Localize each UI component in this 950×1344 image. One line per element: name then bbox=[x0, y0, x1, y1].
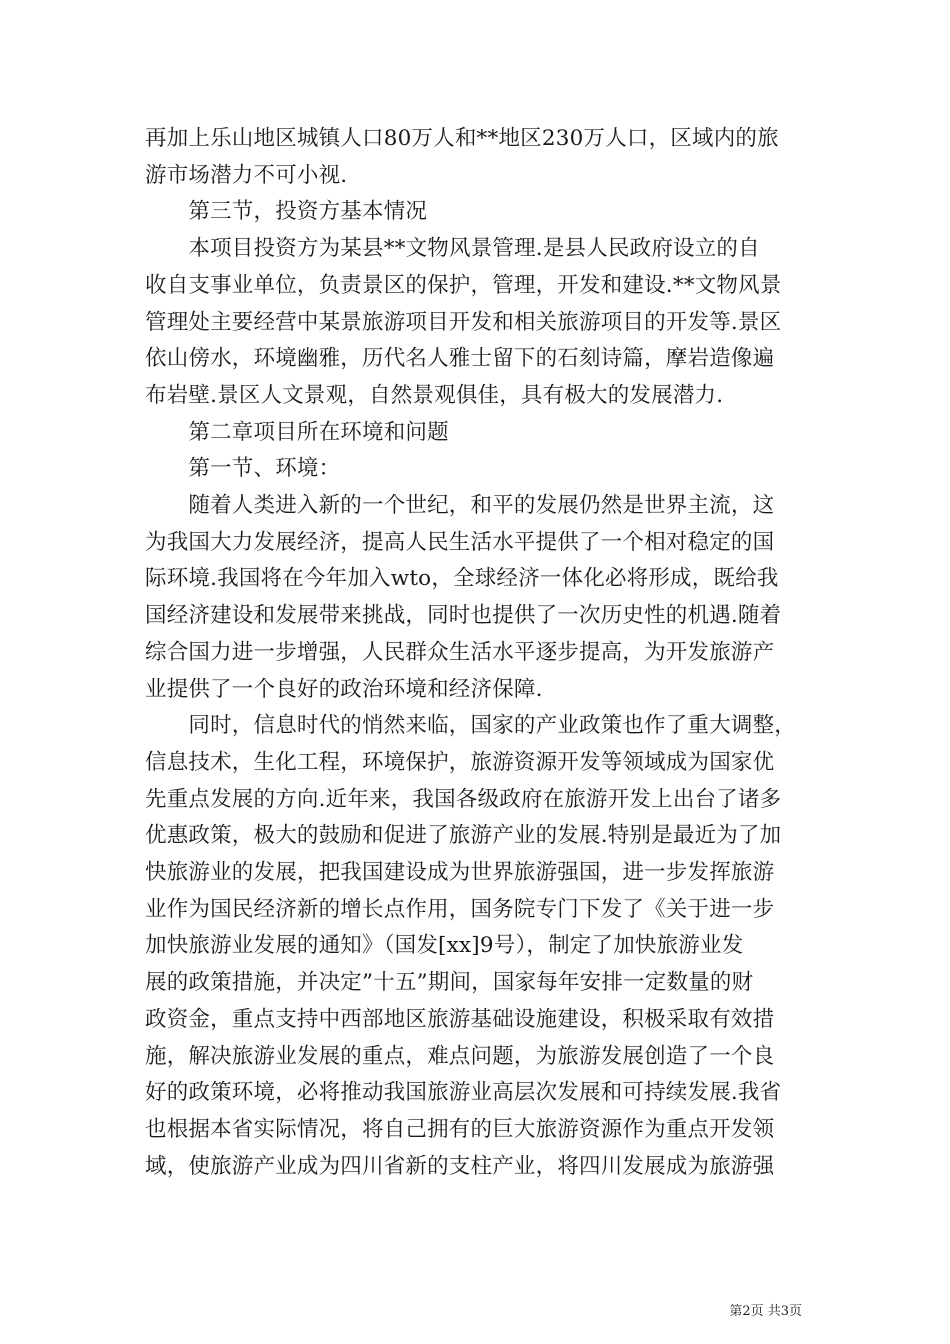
text-line: 游市场潜力不可小视. bbox=[145, 162, 348, 188]
text-line: 优惠政策，极大的鼓励和促进了旅游产业的发展.特别是最近为了加 bbox=[145, 823, 782, 849]
text-line: 加快旅游业发展的通知》（国发[xx]9号），制定了加快旅游业发 bbox=[145, 933, 744, 959]
text-line: 第二章项目所在环境和问题 bbox=[145, 419, 449, 445]
text-line: 第三节，投资方基本情况 bbox=[145, 199, 428, 225]
text-line: 综合国力进一步增强，人民群众生活水平逐步提高，为开发旅游产 bbox=[145, 639, 775, 665]
text-line: 收自支事业单位，负责景区的保护，管理，开发和建设.**文物风景 bbox=[145, 272, 782, 298]
text-line: 同时，信息时代的悄然来临，国家的产业政策也作了重大调整， bbox=[145, 713, 797, 739]
text-line: 依山傍水，环境幽雅，历代名人雅士留下的石刻诗篇，摩岩造像遍 bbox=[145, 346, 775, 372]
text-line: 第一节、环境： bbox=[145, 456, 341, 482]
text-line: 本项目投资方为某县**文物风景管理.是县人民政府设立的自 bbox=[145, 236, 760, 262]
text-line: 国经济建设和发展带来挑战，同时也提供了一次历史性的机遇.随着 bbox=[145, 603, 782, 629]
text-line: 为我国大力发展经济，提高人民生活水平提供了一个相对稳定的国 bbox=[145, 529, 775, 555]
text-line: 信息技术，生化工程，环境保护，旅游资源开发等领域成为国家优 bbox=[145, 749, 775, 775]
text-line: 先重点发展的方向.近年来，我国各级政府在旅游开发上出台了诸多 bbox=[145, 786, 782, 812]
text-line: 域，使旅游产业成为四川省新的支柱产业，将四川发展成为旅游强 bbox=[145, 1153, 775, 1179]
text-line: 际环境.我国将在今年加入wto，全球经济一体化必将形成，既给我 bbox=[145, 566, 779, 592]
text-line: 管理处主要经营中某景旅游项目开发和相关旅游项目的开发等.景区 bbox=[145, 309, 782, 335]
text-line: 施，解决旅游业发展的重点，难点问题，为旅游发展创造了一个良 bbox=[145, 1043, 775, 1069]
text-line: 业作为国民经济新的增长点作用，国务院专门下发了《关于进一步 bbox=[145, 896, 775, 922]
text-line: 也根据本省实际情况，将自己拥有的巨大旅游资源作为重点开发领 bbox=[145, 1116, 775, 1142]
text-line: 布岩壁.景区人文景观，自然景观俱佳，具有极大的发展潜力. bbox=[145, 382, 724, 408]
text-line: 随着人类进入新的一个世纪，和平的发展仍然是世界主流，这 bbox=[145, 493, 775, 518]
text-line: 好的政策环境，必将推动我国旅游业高层次发展和可持续发展.我省 bbox=[145, 1080, 782, 1106]
text-line: 政资金，重点支持中西部地区旅游基础设施建设，积极采取有效措 bbox=[145, 1006, 775, 1032]
page-number-footer: 第2页 共3页 bbox=[729, 1304, 802, 1319]
text-line: 再加上乐山地区城镇人口80万人和**地区230万人口，区域内的旅 bbox=[145, 126, 779, 151]
text-line: 快旅游业的发展，把我国建设成为世界旅游强国，进一步发挥旅游 bbox=[145, 860, 775, 885]
text-line: 业提供了一个良好的政治环境和经济保障. bbox=[145, 676, 543, 702]
text-line: 展的政策措施，并决定”十五”期间，国家每年安排一定数量的财 bbox=[145, 970, 754, 996]
